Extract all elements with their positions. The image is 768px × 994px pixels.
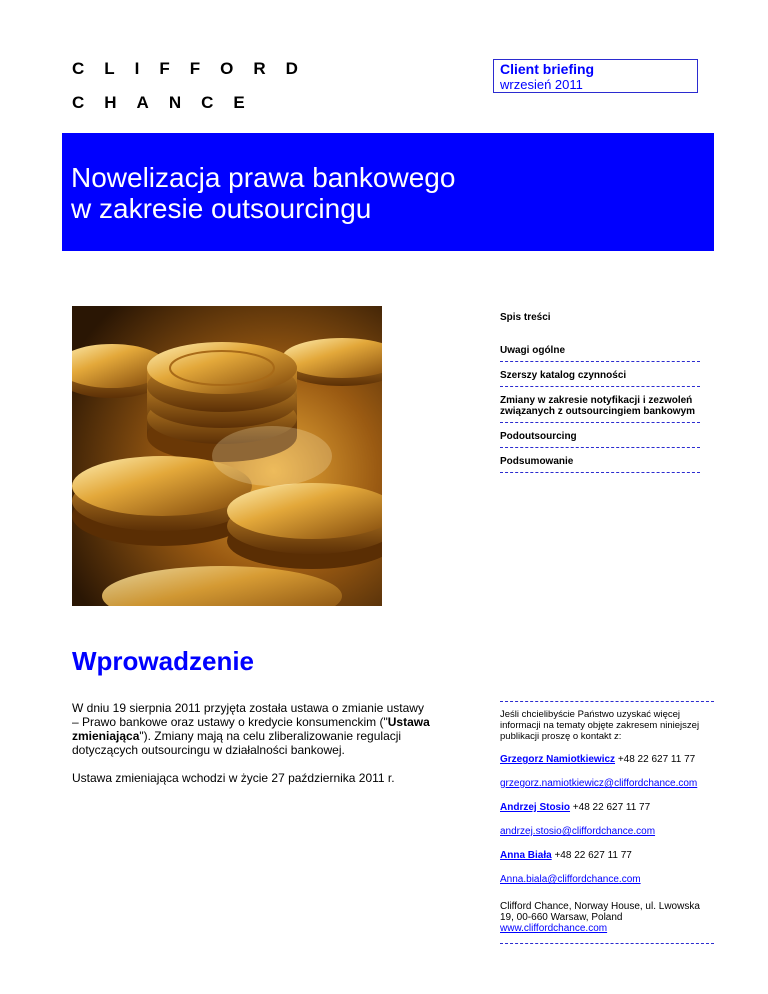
address-line-1: Clifford Chance, Norway House, ul. Lwowska: [500, 901, 700, 912]
contact-email-link[interactable]: andrzej.stosio@cliffordchance.com: [500, 826, 656, 837]
contact-person: [500, 802, 714, 814]
contact-email-row: [500, 874, 714, 886]
contact-name-link[interactable]: Grzegorz Namiotkiewicz: [500, 754, 616, 765]
introduction-body: [72, 701, 432, 799]
contact-person: [500, 754, 714, 766]
contact-panel: [500, 701, 714, 934]
title-banner: [62, 133, 714, 251]
coins-illustration: [72, 306, 382, 606]
intro-paragraph-1: [72, 701, 432, 757]
office-address: [500, 901, 714, 934]
contact-bottom-divider: [500, 943, 714, 944]
table-of-contents: [500, 311, 700, 473]
contact-email-row: [500, 826, 714, 838]
contact-phone: +48 22 627 11 77: [572, 802, 651, 813]
intro-p1-before: W dniu 19 sierpnia 2011 przyjęta została ustawa o zmianie ustawy – Prawo bankowe oraz ustawy o kredycie konsumenckim (": [72, 701, 424, 729]
contact-email-link[interactable]: Anna.biala@cliffordchance.com: [500, 874, 641, 885]
contact-email-link[interactable]: grzegorz.namiotkiewicz@cliffordchance.com: [500, 778, 698, 789]
section-heading-introduction: Wprowadzenie: [72, 646, 255, 676]
logo-line-2: CHANCE: [72, 93, 265, 112]
intro-paragraph-2: Ustawa zmieniająca wchodzi w życie 27 października 2011 r.: [72, 771, 395, 785]
toc-item-summary[interactable]: Podsumowanie: [500, 452, 700, 473]
contact-phone: +48 22 627 11 77: [617, 754, 696, 765]
contact-phone: +48 22 627 11 77: [554, 850, 632, 861]
document-title: [71, 162, 631, 224]
toc-item-general-remarks[interactable]: Uwagi ogólne: [500, 341, 700, 362]
website-link[interactable]: www.cliffordchance.com: [500, 923, 608, 934]
contact-person: [500, 850, 714, 862]
client-briefing-box: [493, 59, 698, 93]
briefing-title: Client briefing: [500, 61, 595, 77]
intro-p1-after: "). Zmiany mają na celu zliberalizowanie regulacji dotyczących outsourcingu w działalności bankowej.: [72, 729, 402, 757]
contact-intro: Jeśli chcielibyście Państwo uzyskać więcej informacji na tematy objęte zakresem niniejszej publikacji proszę o kontakt z:: [500, 709, 700, 742]
document-title-line-2: w zakresie outsourcingu: [71, 193, 372, 224]
contact-name-link[interactable]: Andrzej Stosio: [500, 802, 571, 813]
address-line-2: 19, 00-660 Warsaw, Poland: [500, 912, 623, 923]
toc-item-suboutsourcing[interactable]: Podoutsourcing: [500, 427, 700, 448]
briefing-date: wrzesień 2011: [500, 77, 583, 92]
contact-email-row: [500, 778, 714, 790]
toc-heading: Spis treści: [500, 312, 551, 323]
contact-name-link[interactable]: Anna Biała: [500, 850, 552, 861]
clifford-chance-logo: [72, 52, 318, 120]
intro-p1-bold: Ustawa zmieniająca: [72, 715, 430, 743]
toc-item-activities-catalog[interactable]: Szerszy katalog czynności: [500, 366, 700, 387]
gold-coins-photo: [72, 306, 382, 606]
contact-top-divider: [500, 701, 714, 702]
document-title-line-1: Nowelizacja prawa bankowego: [71, 162, 456, 193]
toc-item-notification-changes[interactable]: Zmiany w zakresie notyfikacji i zezwoleń związanych z outsourcingiem bankowym: [500, 391, 700, 423]
logo-line-1: CLIFFORD: [72, 59, 318, 78]
